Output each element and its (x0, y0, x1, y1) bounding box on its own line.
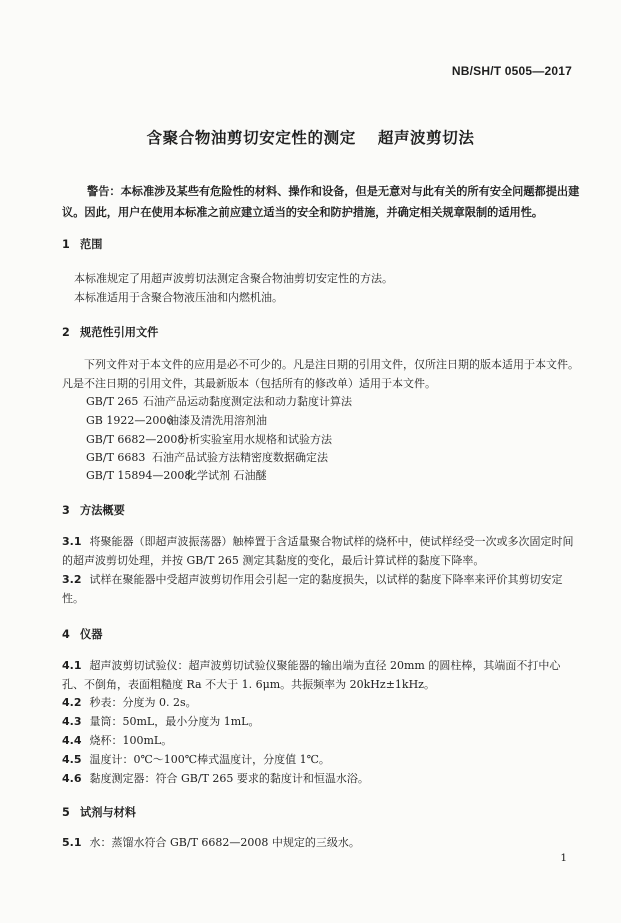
reference-code: GB 1922—2006 (86, 414, 174, 427)
section-title: 试剂与材料 (80, 806, 136, 819)
clause-5-1 (62, 834, 360, 850)
clause-4-6 (62, 770, 369, 786)
reference-title: 石油产品运动黏度测定法和动力黏度计算法 (143, 395, 352, 408)
title-sub: 超声波剪切法 (377, 129, 475, 147)
clause-4-3 (62, 713, 259, 729)
clause-4-5 (62, 751, 330, 767)
clause-number: 4.2 (62, 696, 82, 709)
section-number: 1 (62, 238, 70, 251)
clause-number: 3.1 (62, 535, 82, 548)
section-heading-4 (62, 626, 102, 642)
clause-number: 4.6 (62, 772, 82, 785)
section-heading-1 (62, 236, 102, 252)
reference-item (86, 431, 332, 447)
reference-item (86, 412, 267, 428)
document-title (0, 126, 621, 148)
reference-code: GB/T 265 (86, 395, 139, 408)
clause-text: 秒表：分度为 0. 2s。 (89, 696, 197, 709)
section-heading-2 (62, 324, 158, 340)
clause-text: 量筒：50mL，最小分度为 1mL。 (89, 715, 260, 728)
clause-4-4 (62, 732, 172, 748)
section-title: 仪器 (80, 628, 103, 641)
section-number: 3 (62, 504, 70, 517)
clause-number: 4.4 (62, 734, 82, 747)
clause-3-2 (62, 570, 582, 608)
standard-code: NB/SH/T 0505—2017 (451, 64, 572, 78)
clause-number: 3.2 (62, 573, 82, 586)
scope-paragraph-1: 本标准规定了用超声波剪切法测定含聚合物油剪切安定性的方法。 (74, 272, 393, 285)
clause-text: 水：蒸馏水符合 GB/T 6682—2008 中规定的三级水。 (89, 836, 360, 849)
reference-item (86, 467, 267, 483)
clause-4-2 (62, 694, 197, 710)
section-number: 4 (62, 628, 70, 641)
reference-title: 化学试剂 石油醚 (186, 469, 267, 482)
clause-4-1 (62, 656, 582, 694)
scope-paragraph-2: 本标准适用于含聚合物液压油和内燃机油。 (74, 291, 283, 304)
clause-number: 4.1 (62, 659, 82, 672)
clause-text: 温度计：0℃～100℃棒式温度计，分度值 1℃。 (89, 753, 330, 766)
title-main: 含聚合物油剪切安定性的测定 (146, 129, 356, 147)
section-title: 范围 (80, 238, 103, 251)
reference-code: GB/T 6683 (86, 451, 146, 464)
clause-number: 5.1 (62, 836, 82, 849)
clause-number: 4.3 (62, 715, 82, 728)
clause-text: 试样在聚能器中受超声波剪切作用会引起一定的黏度损失，以试样的黏度下降率来评价其剪切安定性。 (62, 573, 563, 605)
reference-code: GB/T 6682—2008 (86, 433, 185, 446)
section-heading-5 (62, 804, 136, 820)
clause-text: 将聚能器（即超声波振荡器）触棒置于含适量聚合物试样的烧杯中，使试样经受一次或多次固定时间的超声波剪切处理，并按 GB/T 265 测定其黏度的变化，最后计算试样的黏度下降率。 (62, 535, 574, 567)
page-number: 1 (560, 852, 567, 864)
reference-item (86, 449, 328, 465)
warning-paragraph: 警告：本标准涉及某些有危险性的材料、操作和设备，但是无意对与此有关的所有安全问题都提出建议。因此，用户在使用本标准之前应建立适当的安全和防护措施，并确定相关规章限制的适用性。 (62, 185, 580, 219)
references-intro: 下列文件对于本文件的应用是必不可少的。凡是注日期的引用文件，仅所注日期的版本适用于本文件。凡是不注日期的引用文件，其最新版本（包括所有的修改单）适用于本文件。 (62, 358, 579, 390)
reference-item (86, 393, 352, 409)
reference-title: 分析实验室用水规格和试验方法 (178, 433, 332, 446)
clause-text: 烧杯：100mL。 (89, 734, 173, 747)
clause-3-1 (62, 532, 582, 570)
reference-code: GB/T 15894—2008 (86, 469, 192, 482)
section-heading-3 (62, 502, 125, 518)
section-title: 方法概要 (80, 504, 125, 517)
reference-title: 油漆及清洗用溶剂油 (168, 414, 267, 427)
clause-number: 4.5 (62, 753, 82, 766)
clause-text: 超声波剪切试验仪：超声波剪切试验仪聚能器的输出端为直径 20mm 的圆柱棒，其端面不打中心孔、不倒角，表面粗糙度 Ra 不大于 1. 6μm。共振频率为 20kHz±1kHz。 (62, 659, 561, 691)
section-number: 2 (62, 326, 70, 339)
section-title: 规范性引用文件 (80, 326, 159, 339)
reference-title: 石油产品试验方法精密度数据确定法 (152, 451, 328, 464)
clause-text: 黏度测定器：符合 GB/T 265 要求的黏度计和恒温水浴。 (89, 772, 369, 785)
section-number: 5 (62, 806, 70, 819)
